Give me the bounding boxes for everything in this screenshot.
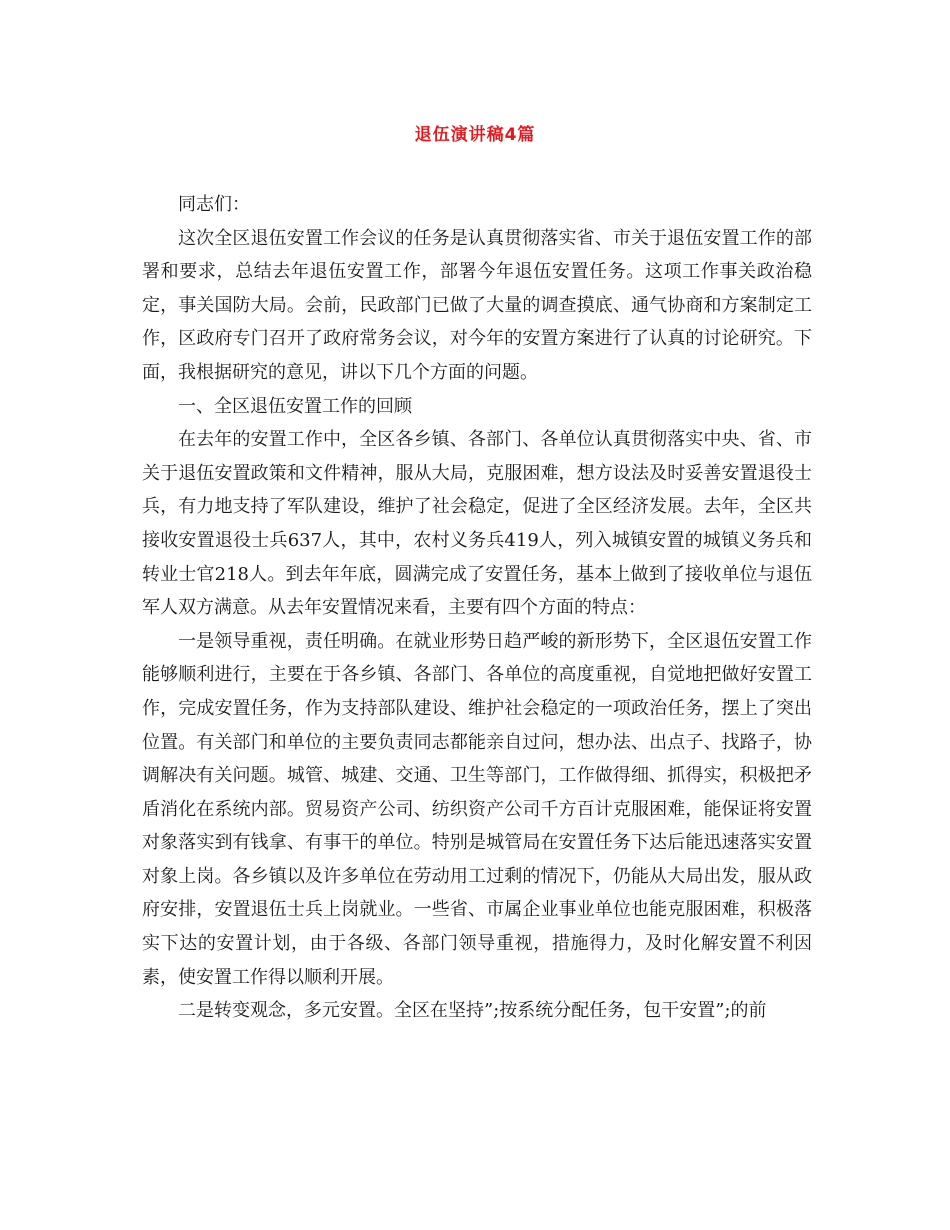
document-title: 退伍演讲稿4篇 [414, 125, 536, 145]
document-body [142, 188, 812, 1028]
paragraph-salutation: 同志们： [178, 194, 250, 215]
paragraph-point-one: 一是领导重视，责任明确。在就业形势日趋严峻的新形势下，全区退伍安置工作能够顺利进行，主要在于各乡镇、各部门、各单位的高度重视，自觉地把做好安置工作，完成安置任务，作为支持部队建设、维护社会稳定的一项政治任务，摆上了突出位置。有关部门和单位的主要负责同志都能亲自过问，想办法、出点子、找路子，协调解决有关问题。城管、城建、交通、卫生等部门，工作做得细、抓得实，积极把矛盾消化在系统内部。贸易资产公司、纺织资产公司千方百计克服困难，能保证将安置对象落实到有钱拿、有事干的单位。特别是城管局在安置任务下达后能迅速落实安置对象上岗。各乡镇以及许多单位在劳动用工过剩的情况下，仍能从大局出发，服从政府安排，安置退伍士兵上岗就业。一些省、市属企业事业单位也能克服困难，积极落实下达的安置计划，由于各级、各部门领导重视，措施得力，及时化解安置不利因素，使安置工作得以顺利开展。 [142, 630, 812, 988]
paragraph-point-two: 二是转变观念，多元安置。全区在坚持”;按系统分配任务，包干安置”;的前 [178, 1000, 767, 1022]
section-heading: 一、全区退伍安置工作的回顾 [178, 395, 412, 417]
paragraph-intro: 这次全区退伍安置工作会议的任务是认真贯彻落实省、市关于退伍安置工作的部署和要求，总结去年退伍安置工作，部署今年退伍安置任务。这项工作事关政治稳定，事关国防大局。会前，民政部门已做了大量的调查摸底、通气协商和方案制定工作，区政府专门召开了政府常务会议，对今年的安置方案进行了认真的讨论研究。下面，我根据研究的意见，讲以下几个方面的问题。 [142, 227, 812, 383]
paragraph-review: 在去年的安置工作中，全区各乡镇、各部门、各单位认真贯彻落实中央、省、市关于退伍安置政策和文件精神，服从大局，克服困难，想方设法及时妥善安置退役士兵，有力地支持了军队建设，维护了社会稳定，促进了全区经济发展。去年，全区共接收安置退役士兵637人，其中，农村义务兵419人，列入城镇安置的城镇义务兵和转业士官218人。到去年年底，圆满完成了安置任务，基本上做到了接收单位与退伍军人双方满意。从去年安置情况来看，主要有四个方面的特点： [142, 429, 812, 619]
